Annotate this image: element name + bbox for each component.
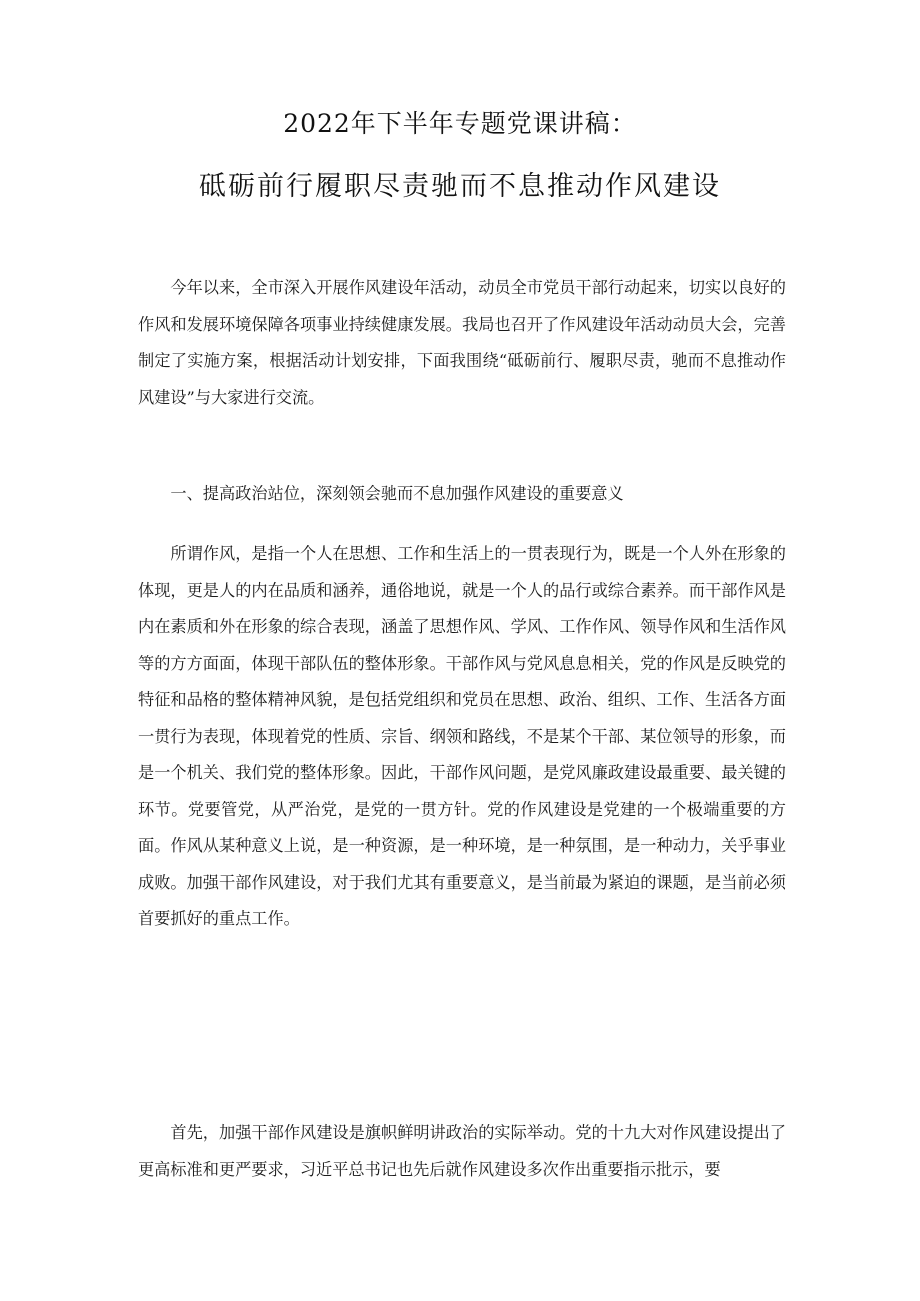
intro-paragraph-block	[138, 270, 786, 416]
intro-paragraph: 今年以来，全市深入开展作风建设年活动，动员全市党员干部行动起来，切实以良好的作风和发展环境保障各项事业持续健康发展。我局也召开了作风建设年活动动员大会，完善制定了实施方案，根据活动计划安排，下面我围绕“砥砺前行、履职尽责，驰而不息推动作风建设”与大家进行交流。	[138, 278, 786, 407]
definition-paragraph-block	[138, 536, 786, 938]
definition-paragraph: 所谓作风，是指一个人在思想、工作和生活上的一贯表现行为，既是一个人外在形象的体现，更是人的内在品质和涵养，通俗地说，就是一个人的品行或综合素养。而干部作风是内在素质和外在形象的综合表现，涵盖了思想作风、学风、工作作风、领导作风和生活作风等的方方面面，体现干部队伍的整体形象。干部作风与党风息息相关，党的作风是反映党的特征和品格的整体精神风貌，是包括党组织和党员在思想、政治、组织、工作、生活各方面一贯行为表现，体现着党的性质、宗旨、纲领和路线，不是某个干部、某位领导的形象，而是一个机关、我们党的整体形象。因此，干部作风问题，是党风廉政建设最重要、最关键的环节。党要管党，从严治党，是党的一贯方针。党的作风建设是党建的一个极端重要的方面。作风从某种意义上说，是一种资源，是一种环境，是一种氛围，是一种动力，关乎事业成败。加强干部作风建设，对于我们尤其有重要意义，是当前最为紧迫的课题，是当前必须首要抓好的重点工作。	[138, 544, 786, 928]
section-heading-block	[138, 476, 786, 513]
document-title-line-2: 砥砺前行履职尽责驰而不息推动作风建设	[199, 171, 721, 202]
section-heading-1: 一、提高政治站位，深刻领会驰而不息加强作风建设的重要意义	[170, 484, 624, 503]
first-point-paragraph-block	[138, 1115, 786, 1188]
first-point-paragraph: 首先，加强干部作风建设是旗帜鲜明讲政治的实际举动。党的十九大对作风建设提出了更高标准和更严要求，习近平总书记也先后就作风建设多次作出重要指示批示，要	[138, 1123, 786, 1179]
document-title-line-1: 2022年下半年专题党课讲稿：	[283, 109, 637, 138]
